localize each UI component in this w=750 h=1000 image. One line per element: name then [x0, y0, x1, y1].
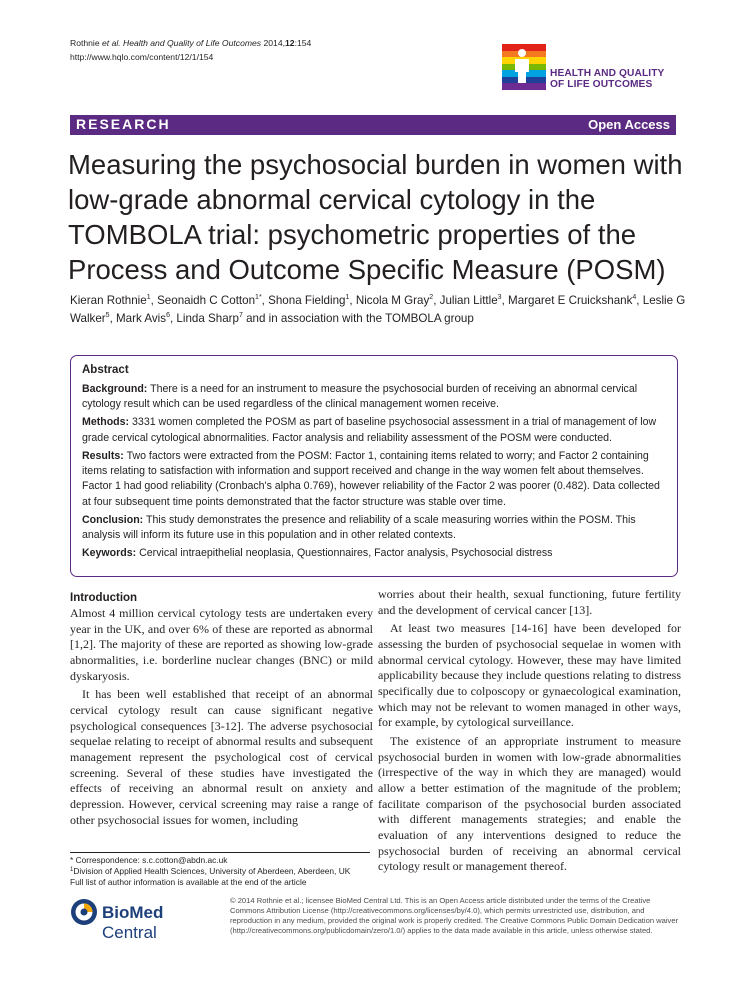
author-name: Seonaidh C Cotton$^{1*}$ [157, 294, 262, 307]
body-paragraph-3: At least two measures [14-16] have been developed for assessing the burden of psychosocial sequelae in women with abnormal cervical cytology. However, these may have limited applicability because they include questions relating to distress specifically due to colposcopy or gynaecological examination, which may not be relevant to women managed in other ways, for example, by cytological surveillance. [378, 621, 681, 730]
abstract-keywords [82, 546, 666, 561]
methods-label: Methods: [82, 416, 130, 429]
journal-name-line1: HEALTH AND QUALITY [550, 68, 665, 79]
publisher-name-bold: BioMed [102, 903, 164, 922]
citation-author: Rothnie [70, 38, 100, 48]
citation-pages: :154 [294, 38, 312, 48]
article-title: Measuring the psychosocial burden in women with low-grade abnormal cervical cytology in the TOMBOLA trial: psychometric properties of the Process and Outcome Specific Measure (POSM) [68, 149, 683, 285]
citation-journal: Health and Quality of Life Outcomes [123, 38, 262, 48]
abstract-box [70, 355, 678, 577]
citation-year: 2014, [263, 38, 286, 48]
body-paragraph-2-continued: worries about their health, sexual functioning, future fertility and the development of cervical cancer [13]. [378, 587, 681, 617]
author-name: Julian Little$^3$ [439, 294, 502, 307]
author-affiliation-sup: 6 [166, 312, 170, 319]
body-column-left [70, 590, 373, 828]
section-label: RESEARCH [76, 116, 171, 132]
authors-tail: and in association with the TOMBOLA group [246, 312, 474, 325]
publisher-name [102, 903, 220, 943]
citation-header [70, 37, 311, 64]
affiliation-sup: 1 [70, 867, 74, 873]
abstract-background [82, 382, 666, 413]
open-access-label: Open Access [588, 117, 670, 132]
author-affiliation-sup: 1* [255, 294, 262, 301]
author-name: Shona Fielding$^1$ [268, 294, 350, 307]
conclusion-text: This study demonstrates the presence and reliability of a scale measuring worries within the POSM. This analysis will inform its future use in this population and in other related contexts. [82, 513, 636, 542]
keywords-label: Keywords: [82, 547, 137, 560]
journal-name-line2: OF LIFE OUTCOMES [550, 79, 653, 90]
author-info-note: Full list of author information is available at the end of the article [70, 877, 307, 887]
abstract-conclusion [82, 513, 666, 544]
abstract-results [82, 449, 666, 511]
keywords-text: Cervical intraepithelial neoplasia, Questionnaires, Factor analysis, Psychosocial distress [139, 547, 553, 560]
results-label: Results: [82, 449, 124, 462]
affiliation [70, 866, 370, 877]
section-bar [70, 115, 676, 135]
citation-line [70, 37, 311, 51]
journal-logo [500, 42, 685, 102]
biomed-central-logo [70, 898, 220, 942]
introduction-heading: Introduction [70, 592, 138, 604]
conclusion-label: Conclusion: [82, 513, 144, 526]
citation-etal: et al. [102, 38, 121, 48]
abstract-methods [82, 415, 666, 446]
author-affiliation-sup: 5 [105, 312, 110, 319]
methods-text: 3331 women completed the POSM as part of baseline psychosocial assessment in a trial of management of low grade cervical cytological abnormalities. Factor analysis and reliability assessment of the POSM were conducted. [82, 416, 657, 444]
author-name: Mark Avis$^6$ [116, 312, 170, 325]
background-label: Background: [82, 383, 148, 395]
author-name: Kieran Rothnie$^1$ [70, 294, 151, 307]
journal-figure-icon [512, 48, 532, 84]
correspondence: * Correspondence: s.c.cotton@abdn.ac.uk [70, 855, 228, 865]
biomed-central-logo-icon [70, 898, 98, 926]
author-name: Leslie G Walker$^5$ [70, 294, 686, 325]
author-name: Margaret E Cruickshank$^4$ [508, 294, 637, 307]
body-paragraph-2: It has been well established that receipt of an abnormal cervical cytology result can cause significant negative psychological consequences [3-12]. The adverse psychosocial sequelae relating to receipt of abnormal results and subsequent management represent the psychological cost of cervical screening. Several of these studies have investigated the effects of receiving an abnormal result on anxiety and depression. However, cervical screening may raise a range of other psychosocial issues for women, including [70, 687, 373, 827]
citation-volume: 12 [285, 38, 295, 48]
author-affiliation-sup: 1 [345, 294, 350, 301]
author-affiliation-sup: 3 [497, 294, 502, 301]
article-url[interactable]: http://www.hqlo.com/content/12/1/154 [70, 51, 214, 62]
body-paragraph-1: Almost 4 million cervical cytology tests are undertaken every year in the UK, and over 6% of these are reported as abnormal [1,2]. The majority of these are reported as showing low-grade abnormalities, i.e. borderline nuclear changes (BNC) or mild dyskaryosis. [70, 606, 373, 683]
journal-name [550, 68, 664, 90]
body-paragraph-4: The existence of an appropriate instrument to measure psychosocial burden in women with low-grade abnormalities (irrespective of the way in which they are managed) would allow a better estimation of the magnitude of the problem; facilitate comparison of the psychosocial burden associated with different managements strategies; and enable the evaluation of any interventions designed to reduce the psychosocial burden of receiving an abnormal cervical cytology result or management thereof. [378, 733, 681, 874]
publisher-name-rest: Central [102, 923, 157, 942]
author-name: Linda Sharp$^7$ [176, 312, 243, 325]
author-list: Kieran Rothnie$^1$, Seonaidh C Cotton$^{1*}$, Shona Fielding$^1$, Nicola M Gray$^2$, Julian Little$^3$, Margaret E Cruickshank$^4$, Leslie G Walker$^5$, Mark Avis$^6$, Linda Sharp$^7$ and in association with the TOMBOLA group [70, 294, 686, 325]
author-affiliation-sup: 7 [238, 312, 243, 319]
affiliation-text: Division of Applied Health Sciences, University of Aberdeen, Aberdeen, UK [73, 866, 351, 876]
background-text: There is a need for an instrument to measure the psychosocial burden of receiving an abnormal cervical cytology result which can be used regardless of the clinical management women receive. [82, 383, 638, 411]
author-affiliation-sup: 1 [146, 294, 151, 301]
author-affiliation-sup: 4 [632, 294, 637, 301]
author-name: Nicola M Gray$^2$ [355, 294, 434, 307]
author-affiliation-sup: 2 [429, 294, 434, 301]
footnote [70, 852, 370, 888]
license-text: © 2014 Rothnie et al.; licensee BioMed Central Ltd. This is an Open Access article distributed under the terms of the Creative Commons Attribution License (http://creativecommons.org/licenses/by/4.0), which permits unrestricted use, distribution, and reproduction in any medium, provided the original work is properly credited. The Creative Commons Public Domain Dedication waiver (http://creativecommons.org/publicdomain/zero/1.0/) applies to the data made available in this article, unless otherwise stated. [230, 896, 679, 935]
abstract-heading: Abstract [82, 364, 129, 376]
results-text: Two factors were extracted from the POSM: Factor 1, containing items related to worry; and Factor 2 containing items relating to satisfaction with information and support received and change in the way women felt about themselves. Factor 1 had good reliability (Cronbach's alpha 0.769), however reliability of the Factor 2 was poorer (0.482). Data collected at four subsequent time points demonstrated that the factor structure was stable over time. [82, 449, 660, 508]
body-column-right [378, 587, 681, 875]
